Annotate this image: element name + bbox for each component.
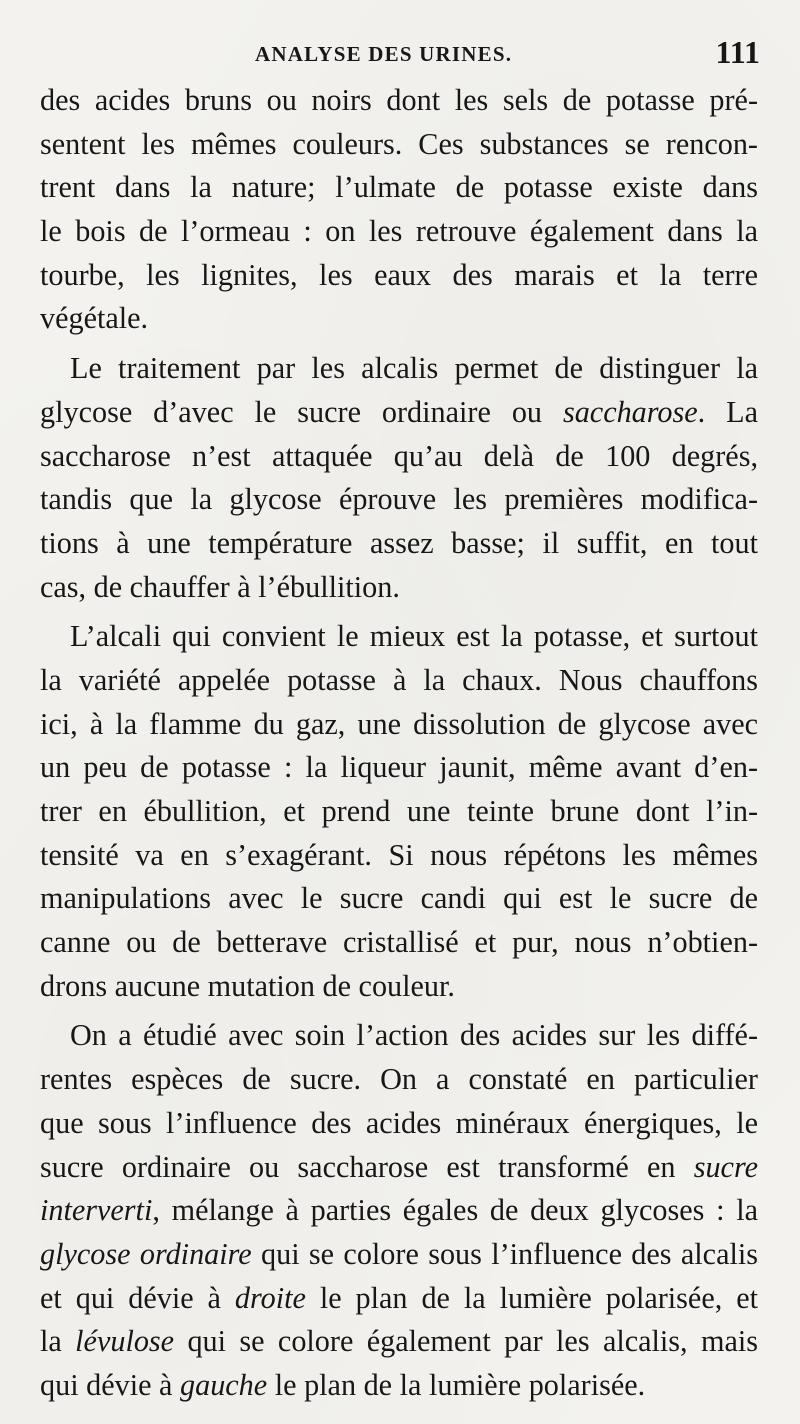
text-line: tensité va en s’exagérant. Si nous répétons les mêmes bbox=[40, 837, 758, 872]
text-line: des acides bruns ou noirs dont les sels de potasse pré- bbox=[40, 83, 758, 117]
text-line: L’alcali qui convient le mieux est la potasse, et surtout bbox=[70, 619, 758, 654]
text-line: interverti, mélange à parties égales de deux glycoses : la bbox=[40, 1193, 758, 1228]
text-line: On a étudié avec soin l’action des acides sur les diffé- bbox=[70, 1018, 758, 1053]
text-line: manipulations avec le sucre candi qui est le sucre de bbox=[40, 881, 758, 916]
text-line: tourbe, les lignites, les eaux des marais et la terre bbox=[40, 257, 758, 292]
text-line: la lévulose qui se colore également par les alcalis, mais bbox=[40, 1324, 758, 1359]
running-title: ANALYSE DES URINES. bbox=[255, 42, 513, 66]
text-line: ici, à la flamme du gaz, une dissolution de glycose avec bbox=[40, 706, 758, 741]
text-line: tandis que la glycose éprouve les premières modifica- bbox=[40, 482, 758, 517]
text-line: rentes espèces de sucre. On a constaté en particulier bbox=[40, 1062, 758, 1097]
text-line: que sous l’influence des acides minéraux énergiques, le bbox=[40, 1105, 758, 1140]
text-line: cas, de chauffer à l’ébullition. bbox=[40, 569, 400, 604]
text-line: drons aucune mutation de couleur. bbox=[40, 968, 455, 1003]
text-line: glycose d’avec le sucre ordinaire ou saccharose. La bbox=[40, 394, 758, 429]
text-line: sentent les mêmes couleurs. Ces substances se rencon- bbox=[40, 126, 758, 161]
text-line: trer en ébullition, et prend une teinte brune dont l’in- bbox=[40, 794, 758, 828]
text-line: saccharose n’est attaquée qu’au delà de 100 degrés, bbox=[40, 438, 758, 473]
text-line: végétale. bbox=[40, 301, 149, 336]
page-number: 111 bbox=[715, 34, 760, 70]
text-line: trent dans la nature; l’ulmate de potasse existe dans bbox=[40, 170, 758, 205]
text-line: glycose ordinaire qui se colore sous l’influence des alcalis bbox=[40, 1236, 758, 1271]
page-header bbox=[40, 34, 762, 74]
text-line: un peu de potasse : la liqueur jaunit, même avant d’en- bbox=[40, 750, 758, 785]
text-line: la variété appelée potasse à la chaux. Nous chauffons bbox=[40, 662, 758, 697]
text-line: tions à une température assez basse; il suffit, en tout bbox=[40, 525, 758, 560]
body-text bbox=[40, 79, 758, 1408]
text-line: qui dévie à gauche le plan de la lumière polarisée. bbox=[40, 1367, 646, 1402]
text-line: Le traitement par les alcalis permet de distinguer la bbox=[70, 351, 758, 386]
text-line: et qui dévie à droite le plan de la lumière polarisée, et bbox=[40, 1280, 758, 1315]
text-line: le bois de l’ormeau : on les retrouve également dans la bbox=[40, 214, 758, 249]
text-line: sucre ordinaire ou saccharose est transformé en sucre bbox=[40, 1149, 758, 1184]
text-line: canne ou de betterave cristallisé et pur, nous n’obtien- bbox=[40, 925, 758, 960]
